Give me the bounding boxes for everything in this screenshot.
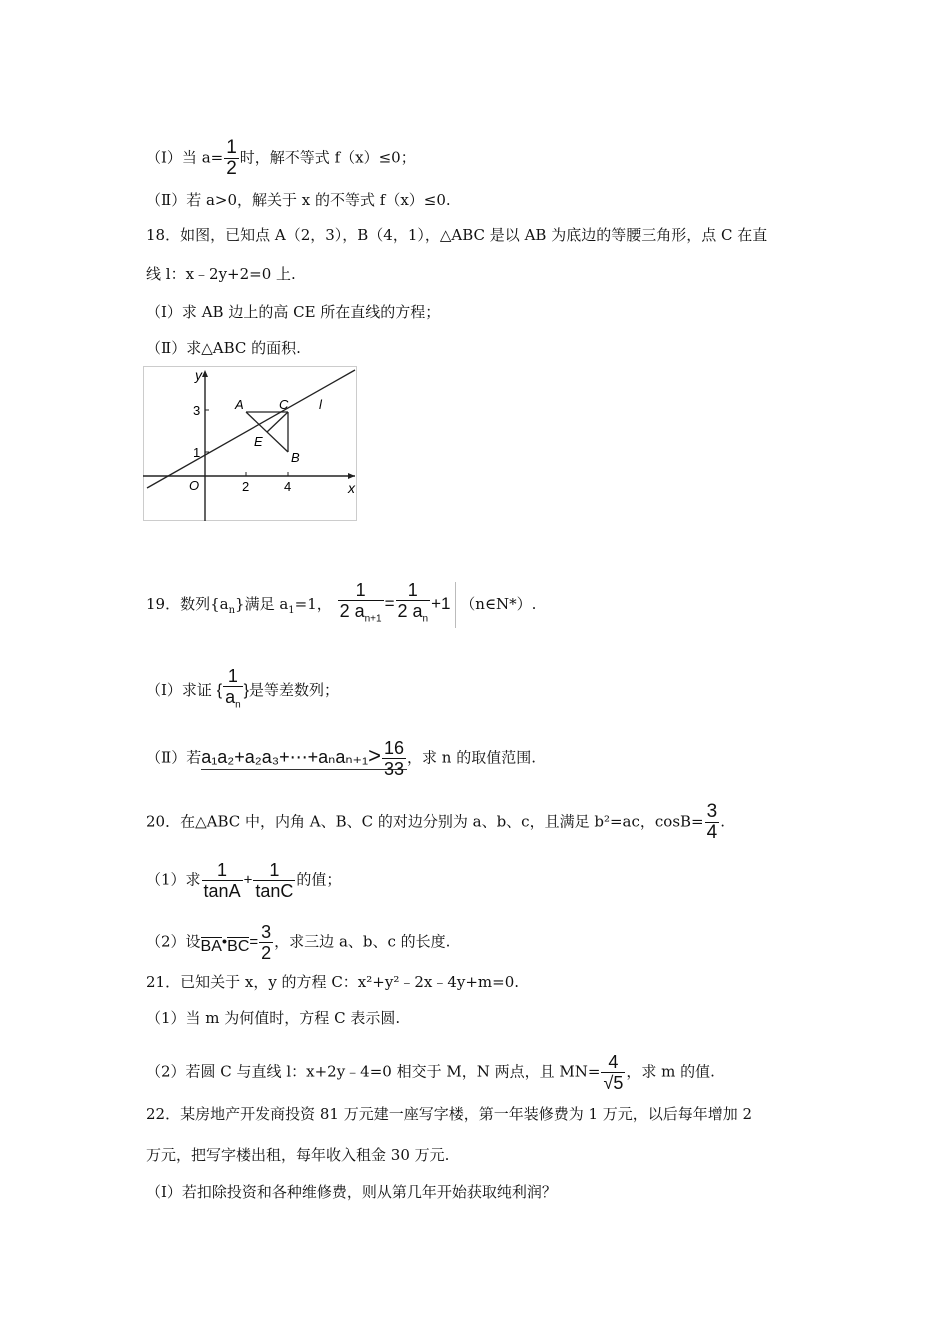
q21-part2: [146, 1052, 715, 1093]
q19-sub-n: n: [228, 604, 236, 616]
q19-part2-tail: ，求 n 的取值范围.: [407, 748, 536, 767]
q19-stem: [146, 580, 536, 630]
plus-sign: +: [243, 871, 253, 889]
den-sub: n: [235, 699, 241, 711]
fraction-denominator: tanA: [203, 881, 241, 901]
q18-part2: （Ⅱ）求△ABC 的面积.: [146, 339, 301, 357]
fraction-denominator: 2: [226, 158, 237, 179]
x-axis-label: x: [348, 480, 355, 496]
fraction-numerator: 3: [706, 801, 718, 822]
q18-part1: （Ⅰ）求 AB 边上的高 CE 所在直线的方程；: [146, 303, 441, 321]
q19-part1-text: （Ⅰ）求证: [146, 680, 212, 699]
q22-stem-line2: 万元，把写字楼出租，每年收入租金 30 万元.: [146, 1146, 450, 1164]
fraction-denominator: [338, 600, 384, 630]
q20-tanC-fraction: [253, 860, 295, 901]
q17-fraction: [224, 138, 239, 179]
den-sub: n+1: [364, 613, 382, 625]
fraction-denominator: tanC: [255, 881, 294, 901]
fraction-denominator: 4: [706, 822, 718, 843]
x-tick-label-4: 4: [284, 479, 292, 494]
fraction-numerator: 1: [355, 580, 366, 600]
q17-part2: （Ⅱ）若 a>0，解关于 x 的不等式 f（x）≤0.: [146, 191, 451, 209]
q19-part2-text: （Ⅱ）若: [146, 748, 202, 767]
q19-part1-fraction: [223, 666, 243, 716]
q21-stem: 21．已知关于 x，y 的方程 C：x²+y²﹣2x﹣4y+m=0.: [146, 973, 520, 991]
q20-stem: [146, 802, 725, 843]
brace-right: }: [243, 681, 249, 699]
q17-part1: [146, 138, 416, 179]
plus-one: +1: [431, 593, 451, 613]
q17-part1-text: （Ⅰ）当 a=: [146, 148, 224, 167]
fraction-denominator: 33: [383, 759, 404, 779]
q20-part1-tail: 的值；: [296, 870, 342, 889]
fraction-numerator: 4: [608, 1052, 619, 1072]
q18-stem-line2: 线 l：x﹣2y+2=0 上.: [146, 265, 296, 283]
equals-sign: =: [249, 933, 259, 951]
q19-stem-mid: }满足 a: [235, 594, 289, 613]
vector-BA: BA: [200, 937, 222, 955]
q22-part1: （Ⅰ）若扣除投资和各种维修费，则从第几年开始获取纯利润？: [146, 1183, 557, 1201]
q18-stem-line1: 18．如图，已知点 A（2，3），B（4，1），△ABC 是以 AB 为底边的等腰三角形，点 C 在直: [146, 226, 768, 244]
q21-part1: （1）当 m 为何值时，方程 C 表示圆.: [146, 1009, 401, 1027]
q20-part1: [146, 860, 341, 901]
q19-part1: [146, 666, 339, 716]
q18-coordinate-figure: [143, 366, 359, 522]
point-B-label: B: [291, 450, 300, 465]
den-text: 2 a: [339, 601, 365, 621]
q20-part2-fraction: [259, 922, 273, 963]
fraction-denominator: √5: [603, 1073, 624, 1093]
dot-product-sign: •: [221, 933, 228, 951]
fraction-denominator: 2: [261, 943, 272, 963]
fraction-numerator: 1: [227, 666, 238, 686]
q19-stem-text: 19．数列{a: [146, 594, 229, 613]
fraction-numerator: 1: [269, 860, 280, 880]
q21-part2-text: （2）若圆 C 与直线 l：x+2y﹣4=0 相交于 M，N 两点，且 MN=: [146, 1062, 601, 1081]
point-E-label: E: [254, 434, 263, 449]
q19-stem-cond: =1，: [294, 594, 332, 613]
fraction-numerator: 1: [226, 137, 237, 158]
q19-part2-expression: [201, 738, 407, 779]
q20-part1-text: （1）求: [146, 870, 201, 889]
y-tick-label-1: 1: [193, 445, 201, 460]
fraction-denominator: [396, 600, 431, 630]
sum-expression: a₁a₂+a₂a₃+⋯+aₙaₙ₊₁: [201, 746, 369, 767]
figure-frame: [144, 367, 357, 521]
origin-label: O: [189, 478, 200, 493]
q20-stem-tail: .: [720, 812, 725, 831]
q19-sub-1: 1: [288, 604, 295, 616]
q21-part2-tail: ，求 m 的值.: [626, 1062, 715, 1081]
q19-lhs-fraction: [338, 580, 384, 630]
fraction-denominator: [223, 686, 243, 716]
vector-BC: BC: [227, 937, 250, 955]
divider: [455, 582, 456, 628]
y-axis-label: y: [195, 367, 202, 383]
fraction-numerator: 3: [261, 922, 272, 942]
q19-part2-fraction: [382, 738, 406, 779]
greater-than: >: [368, 742, 381, 768]
point-C-label: C: [279, 397, 289, 412]
y-tick-label-3: 3: [193, 403, 201, 418]
den-text: 2 a: [397, 601, 423, 621]
q20-tanA-fraction: [202, 860, 243, 901]
q19-part2: [146, 738, 536, 779]
fraction-numerator: 1: [217, 860, 228, 880]
q20-part2: [146, 922, 450, 963]
q19-part1-tail: 是等差数列；: [248, 680, 339, 699]
den-text: a: [225, 687, 236, 707]
q20-cosB-fraction: [705, 802, 720, 843]
fraction-numerator: 1: [407, 580, 418, 600]
line-l-label: l: [319, 397, 322, 412]
q19-rhs-fraction: [396, 580, 431, 630]
fraction-numerator: 16: [383, 738, 404, 758]
brace-left: {: [216, 681, 223, 699]
q22-stem-line1: 22．某房地产开发商投资 81 万元建一座写字楼，第一年装修费为 1 万元，以后每年增加 2: [146, 1105, 753, 1123]
q20-stem-text: 20．在△ABC 中，内角 A、B、C 的对边分别为 a、b、c，且满足 b²=ac，cosB=: [146, 812, 704, 831]
den-sub: n: [422, 613, 429, 625]
q19-domain: （n∈N*）.: [460, 594, 537, 613]
q17-part1-tail: 时，解不等式 f（x）≤0；: [239, 148, 416, 167]
equals-sign: =: [384, 593, 395, 613]
q20-part2-tail: ，求三边 a、b、c 的长度.: [274, 932, 451, 951]
point-A-label: A: [235, 397, 244, 412]
q20-part2-text: （2）设: [146, 932, 201, 951]
x-tick-label-2: 2: [242, 479, 250, 494]
q21-MN-fraction: [601, 1052, 625, 1093]
